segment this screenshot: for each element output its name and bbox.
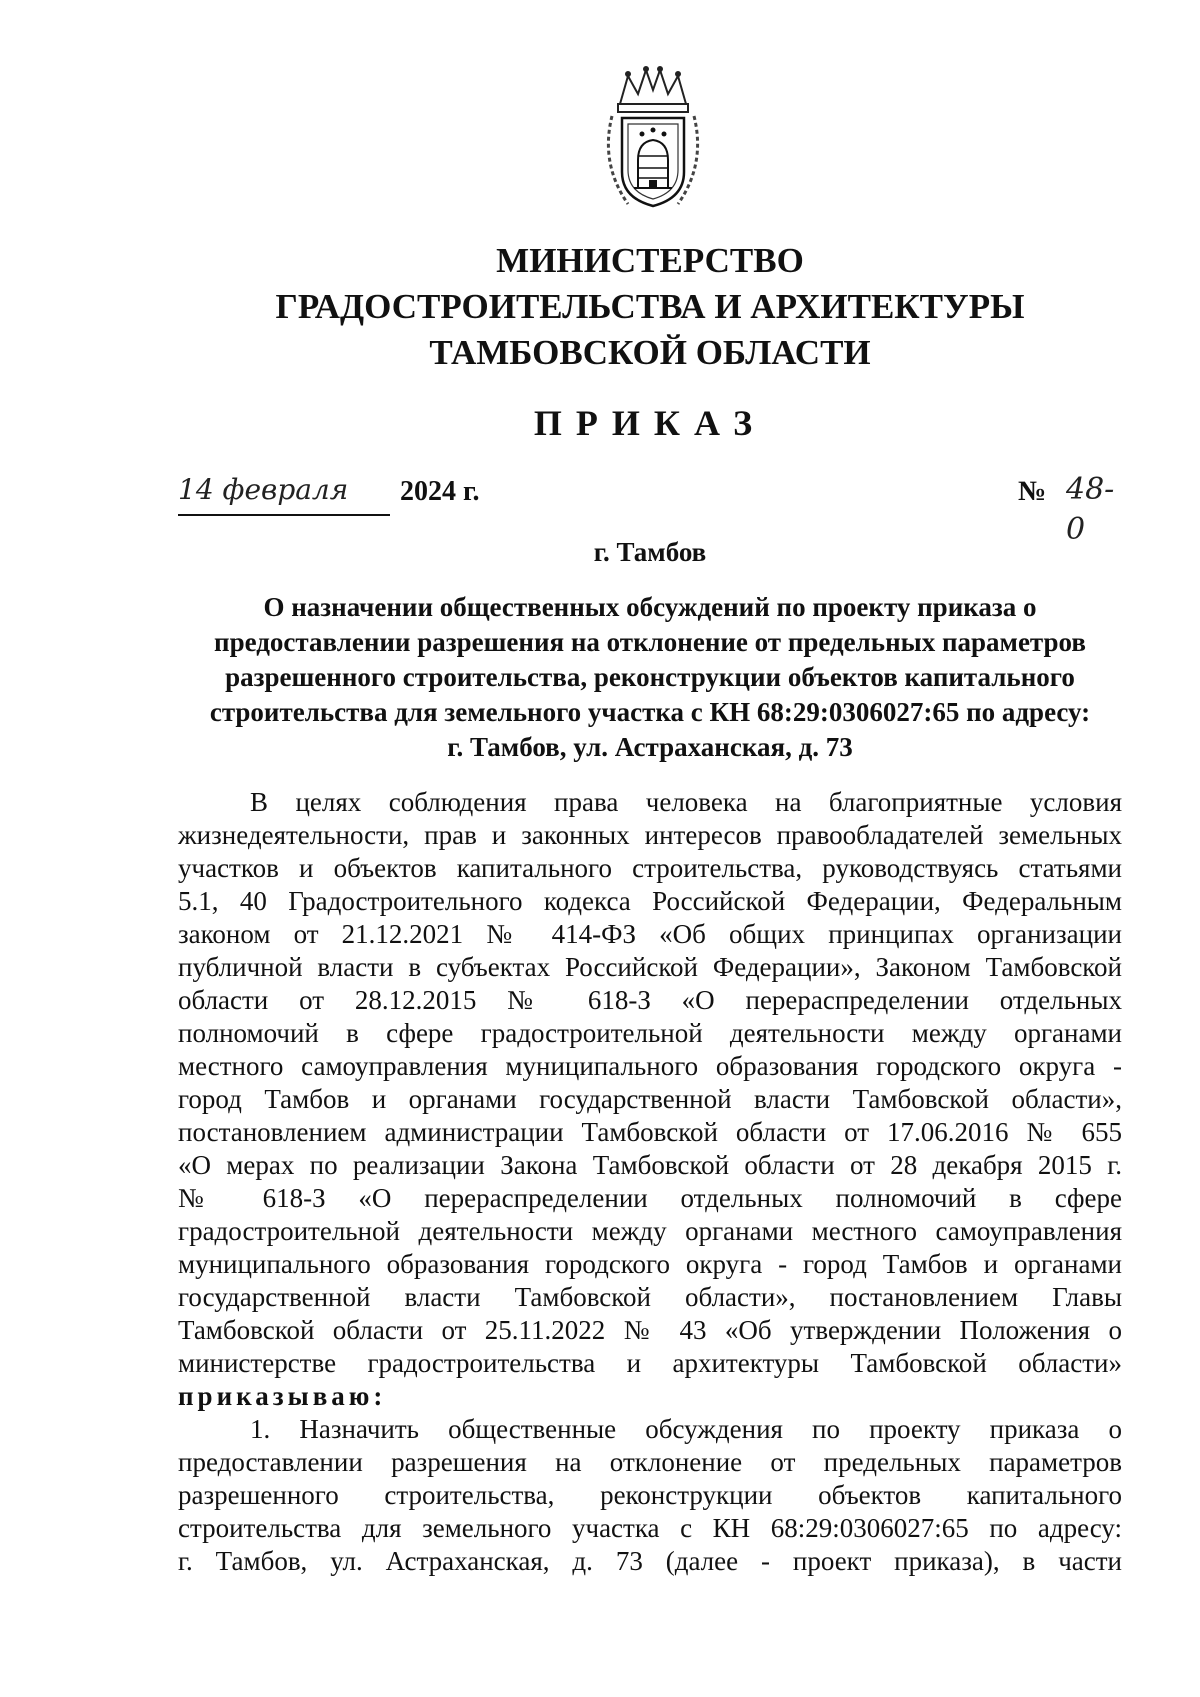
heading-line: предоставлении разрешения на отклонение от предельных параметров	[214, 627, 1086, 657]
order-subject-heading	[178, 590, 1122, 765]
preamble-body	[178, 786, 1122, 1578]
heading-line: строительства для земельного участка с КН 68:29:0306027:65 по адресу:	[209, 697, 1091, 727]
body-line: министерстве градостроительства и архитектуры Тамбовской области»	[178, 1348, 1122, 1378]
body-line: градостроительной деятельности между органами местного самоуправления	[178, 1216, 1122, 1246]
ministry-name-line-1: МИНИСТЕРСТВО	[496, 241, 804, 280]
date-number-row	[178, 470, 1118, 547]
body-line: полномочий в сфере градостроительной деятельности между органами	[178, 1018, 1122, 1048]
body-line: местного самоуправления муниципального образования городского округа -	[178, 1051, 1122, 1081]
date-year: 2024 г.	[400, 476, 480, 507]
body-line: участков и объектов капитального строительства, руководствуясь статьями	[178, 853, 1122, 883]
heading-line: разрешенного строительства, реконструкции объектов капитального	[225, 662, 1075, 692]
city-line: г. Тамбов	[593, 537, 707, 567]
body-line: законом от 21.12.2021 № 414-ФЗ «Об общих принципах организации	[178, 919, 1122, 949]
heading-line: О назначении общественных обсуждений по проекту приказа о	[263, 592, 1037, 622]
body-line: области от 28.12.2015 № 618-З «О перераспределении отдельных	[178, 985, 1122, 1015]
body-line: № 618-З «О перераспределении отдельных полномочий в сфере	[178, 1183, 1122, 1213]
coat-of-arms-emblem	[598, 64, 708, 214]
document-type-title: ПРИКАЗ	[533, 403, 767, 443]
body-line: город Тамбов и органами государственной власти Тамбовской области»,	[178, 1084, 1122, 1114]
body-line: постановлением администрации Тамбовской области от 17.06.2016 № 655	[178, 1117, 1122, 1147]
item-1-line: 1. Назначить общественные обсуждения по проекту приказа о	[250, 1414, 1122, 1444]
body-line: «О мерах по реализации Закона Тамбовской области от 28 декабря 2015 г.	[178, 1150, 1122, 1180]
body-line: 5.1, 40 Градостроительного кодекса Российской Федерации, Федеральным	[178, 886, 1122, 916]
item-1-line: предоставлении разрешения на отклонение от предельных параметров	[178, 1447, 1122, 1477]
heading-line: г. Тамбов, ул. Астраханская, д. 73	[447, 732, 853, 762]
decree-word: приказываю:	[178, 1381, 387, 1411]
item-1-line: разрешенного строительства, реконструкции объектов капитального	[178, 1480, 1122, 1510]
body-line: государственной власти Тамбовской области», постановлением Главы	[178, 1282, 1122, 1312]
body-line: муниципального образования городского округа - город Тамбов и органами	[178, 1249, 1122, 1279]
item-1-line: г. Тамбов, ул. Астраханская, д. 73 (далее - проект приказа), в части	[178, 1546, 1122, 1576]
item-1-line: строительства для земельного участка с КН 68:29:0306027:65 по адресу:	[178, 1513, 1122, 1543]
body-line: Тамбовской области от 25.11.2022 № 43 «Об утверждении Положения о	[178, 1315, 1122, 1345]
body-line: публичной власти в субъектах Российской Федерации», Законом Тамбовской	[178, 952, 1122, 982]
ministry-name-line-3: ТАМБОВСКОЙ ОБЛАСТИ	[429, 333, 871, 372]
body-line: В целях соблюдения права человека на благоприятные условия	[250, 787, 1122, 817]
body-line: жизнедеятельности, прав и законных интересов правообладателей земельных	[178, 820, 1122, 850]
ministry-name-line-2: ГРАДОСТРОИТЕЛЬСТВА И АРХИТЕКТУРЫ	[275, 287, 1025, 326]
handwritten-date: 14 февраля	[178, 470, 390, 516]
number-sign: №	[1018, 476, 1047, 507]
handwritten-order-number: 48-0	[1066, 472, 1115, 547]
